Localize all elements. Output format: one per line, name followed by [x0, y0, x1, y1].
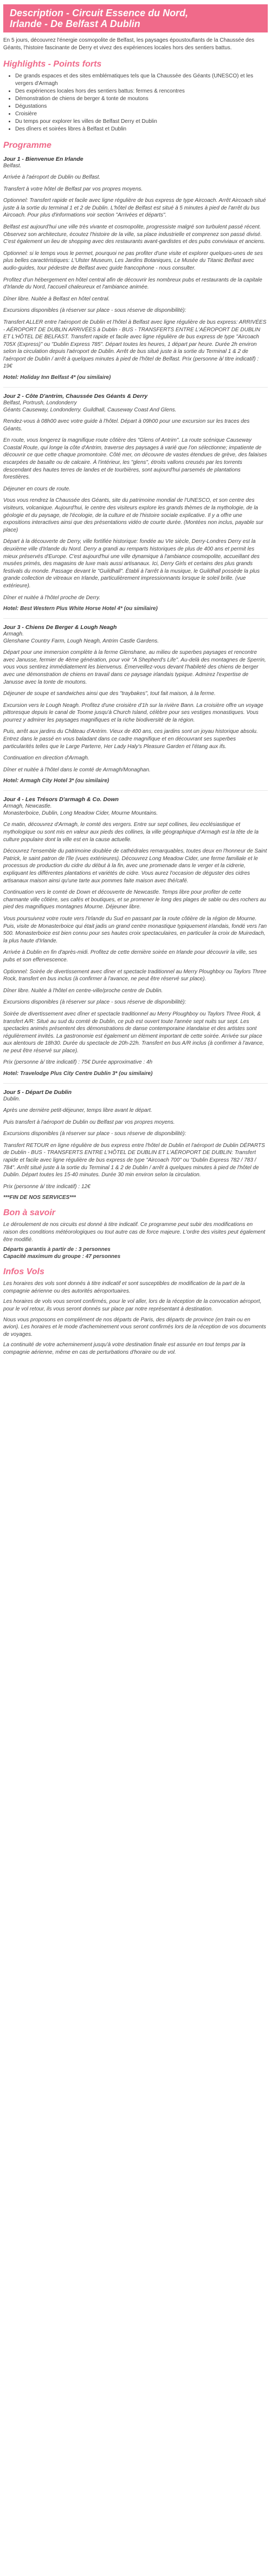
day-paragraph: Transfert ALLER entre l'aéroport de Dublin et l'hôtel à Belfast avec ligne régulière de bus express: ARRIVÉES - AÉROPORT DE DUBLIN ARRIVÉES à Dublin - BUS - TRANSFERTS ENTRE L'AÉROPORT DE DUBLIN ET L'HÔTEL DE BELFAST. Transfert rapide et facile avec ligne régulière de bus express de type "Aircoach 705X (Express)" ou "Dublin Express 785". Départ toutes les heures, 1 départ par heure. Durée 2h environ selon la circulation depuis l'aéroport de Dublin. Arrêt de bus situé juste à la sortie du Terminal 1 & 2 de l'aéroport de Dublin / arrêt à quelques minutes à pied de l'hôtel de Belfast. Prix (personne à/ titre indicatif) : 19€: [3, 319, 267, 370]
day-paragraph: Excursion vers le Lough Neagh. Profitez d'une croisière d'1h sur la rivière Bann. La croisière offre un voyage pittoresque depuis le canal de Toome jusqu'à Church Island, célèbre pour ses vestiges monastiques. Vous pourrez y admirer les paysages magnifiques et la riche biodiversité de la région.: [3, 702, 263, 723]
day-paragraph: Dîner libre. Nuitée à Belfast en hôtel central.: [3, 296, 110, 302]
list-item: • De grands espaces et des sites emblématiques tels que la Chaussée des Géants (UNESCO) et les vergers d'Armagh: [15, 73, 268, 88]
day-location: Dublin.: [3, 1096, 21, 1103]
highlights-list: [3, 73, 268, 133]
day-paragraph: Arrivée à Dublin en fin d'après-midi. Profitez de cette dernière soirée en Irlande pour découvrir la ville, ses pubs et son effervescence.: [3, 949, 257, 963]
hotel-line: Hotel: Holiday Inn Belfast 4* (ou similaire): [3, 375, 111, 381]
end-of-services: ***FIN DE NOS SERVICES***: [3, 1195, 76, 1201]
divider: [3, 1083, 268, 1084]
day-paragraph: Profitez d'un hébergement en hôtel central afin de découvrir les nombreux pubs et restaurants de la capitale d'Irlande du Nord, l'accueil chaleureux et l'ambiance animée.: [3, 277, 262, 291]
hotel-line: Hotel: Armagh City Hotel 3* (ou similaire): [3, 778, 109, 784]
divider: [3, 618, 268, 619]
list-item: • Croisière: [15, 110, 268, 118]
day-paragraph: Optionnel: si le temps vous le permet, pourquoi ne pas profiter d'une visite et explorer quelques-unes de ses plus belles caractéristiques: L'Ulster Museum, Les Jardins Botaniques, Le Musée du Titanic Belfast avec audio-guides, tour pédestre de Belfast avec guide francophone - nous consulter.: [3, 250, 263, 271]
day-paragraph: Vous vous rendrez la Chaussée des Géants, site du patrimoine mondial de l'UNESCO, et son centre des visiteurs, volcanique. Aujourd'hui, le centre des visiteurs explore les grands thèmes de la mythologie, de la géologie et du paysage, de l'écologie, de la culture et de l'histoire sociale explicative. Il y a offre une expositions interactives ainsi que des présentations vidéo de courte durée. (Montées non inclus, payable sur place): [3, 497, 263, 533]
day-paragraph: Déjeuner de soupe et sandwiches ainsi que des "traybakes", tout fait maison, à la ferme.: [3, 691, 216, 697]
day-paragraph: Ce matin, découvrez d'Armagh, le comté des vergers. Entre sur sept collines, lieu ecclésiastique et mythologique ou sont mis en valeur aux pieds des collines, la ville géographique d'Armagh est la tête de la culture populaire dont la ville est en la cause actuelle.: [3, 822, 259, 843]
page-title-line-2: Irlande - De Belfast A Dublin: [10, 18, 140, 29]
divider: [3, 790, 268, 791]
day-paragraph: Dîner et nuitée à l'hôtel dans le comté de Armagh/Monaghan.: [3, 766, 151, 773]
list-item: • Du temps pour explorer les villes de Belfast Derry et Dublin: [15, 118, 268, 126]
day-paragraph: Belfast est aujourd'hui une ville très vivante et cosmopolite, progressiste malgré son turbulent passé récent. Observez son architecture, écoutez l'histoire de la ville, sa place industrielle et comprenez son passé divisé. C'est également un lieu de shopping avec des restaurants avant-gardistes et des pubs conviviaux et anciens.: [3, 224, 266, 245]
day-paragraph: Transfert RETOUR en ligne régulière de bus express entre l'hôtel de Dublin et l'aéroport de Dublin DÉPARTS de Dublin - BUS - TRANSFERTS ENTRE L'HÔTEL DE DUBLIN ET L'AÉROPORT DE DUBLIN: Transfert rapide et facile avec ligne régulière de bus express de type "Aircoach 700" ou "Dublin Express 782 / 783 / 784". Arrêt situé juste à la sortie du Terminal 1 & 2 de Dublin / arrêt à quelques minutes à pied de l'hôtel de Dublin. Départ toutes les 15-40 minutes. Durée 30 min environ selon la circulation.: [3, 1142, 265, 1178]
day-paragraph: Vous poursuivrez votre route vers l'Irlande du Sud en passant par la route côtière de la région de Mourne. Puis, visite de Monasterboice qui était jadis un grand centre monastique typiquement irlandais, fondé vers l'an 500. Monasterboice est bien connu pour ses hautes croix spectaculaires, en particulier la croix de Muiredach, la plus haute d'Irlande.: [3, 915, 267, 944]
page-title-line-1: Description - Circuit Essence du Nord,: [10, 8, 189, 18]
day-paragraph: Puis transfert à l'aéroport de Dublin ou Belfast par vos propres moyens.: [3, 1119, 175, 1125]
day-paragraph: Après une dernière petit-déjeuner, temps libre avant le départ.: [3, 1107, 152, 1114]
day-paragraph: Continuation vers le comté de Down et découverte de Newcastle. Temps libre pour profiter de cette charmante ville côtière, ses cafés et boutiques, et se promener le long des plages de sable ou des rochers au pied des magnifiques montagnes Mourne. Déjeuner libre.: [3, 889, 266, 910]
day-location: Belfast.: [3, 163, 22, 169]
day-title: Jour 3 - Chiens De Berger & Lough Neagh: [3, 624, 117, 631]
day-paragraph: Départ pour une immersion complète à la ferme Glenshane, au milieu de superbes paysages et rencontre avec Janusse, fermier de 4ème génération, pour voir "A Shepherd's Life". Au-delà des montagnes de Sperrin, vous vous sentirez immédiatement les bienvenus. Émerveillez-vous devant l'habileté des chiens de berger avec une démonstration de chiens en travail dans ce paysage irlandais typique. Admirez l'expertise de Janusse avec la tonte de moutons.: [3, 650, 266, 685]
hotel-line: Hotel: Best Western Plus White Horse Hotel 4* (ou similaire): [3, 606, 158, 612]
infos-vols-text: Les horaires de vols vous seront confirmés, pour le vol aller, lors de la réception de la convocation aéroport, pour le vol retour, ils vous seront donnés sur place par notre représentant à destination.: [3, 1299, 262, 1312]
day-paragraph: Optionnel: Soirée de divertissement avec dîner et spectacle traditionnel au Merry Ploughboy ou Taylors Three Rock, transfert en bus inclus (à confirmer à l'avance, ne peut être réservé sur place).: [3, 968, 267, 982]
list-item: • Des expériences locales hors des sentiers battus: fermes & rencontres: [15, 88, 268, 95]
programme-days: [3, 156, 268, 1190]
infos-vols-text: La continuité de votre acheminement jusqu'à votre destination finale est assurée en tout temps par la compagnie aérienne, même en cas de perturbations d'horaire ou de vol.: [3, 1342, 246, 1355]
list-item: • Démonstration de chiens de berger & tonte de moutons: [15, 95, 268, 103]
day-title: Jour 2 - Côte D'antrim, Chaussée Des Géants & Derry: [3, 393, 148, 400]
day-paragraph: Arrivée à l'aéroport de Dublin ou Belfast.: [3, 174, 101, 180]
divider: [3, 387, 268, 388]
hotel-line: Hotel: Travelodge Plus City Centre Dublin 3* (ou similaire): [3, 1071, 153, 1077]
day-paragraph: Prix (personne à/ titre indicatif) : 12€: [3, 1183, 91, 1190]
highlights-heading: Highlights - Points forts: [3, 60, 102, 69]
day-paragraph: Excursions disponibles (à réserver sur place - sous réserve de disponibilité):: [3, 307, 186, 314]
day-location: Armagh, Newcastle. Monasterboice, Dublin, Long Meadow Cider, Mourne Mountains.: [3, 803, 158, 817]
day-paragraph: Départ à la découverte de Derry, ville fortifiée historique: fondée au VIe siècle, Derry-Londres Derry est la deuxième ville d'Irlande du Nord. Derry a grandi au remparts historiques de plus de 400 ans et permit les mieux préservés d'Europe. C'est aujourd'hui une ville dynamique à l'ambiance cosmopolite, accueillant des musées primés, des magasins de luxe mais aussi artisanaux. Ici, Derry Girls et certains des plus grands festivals du monde. Passage devant le "Guildhall". Établi à l'arrêt à la musique, le Guildhall possède la plus grande collection de vitreaux en Irlande, particulièrement impressionnants lorsque le soleil brille. (vue extérieure).: [3, 539, 260, 589]
infos-vols-text: Nous vous proposons en complément de nos départs de Paris, des départs de province (en train ou en avion). Les horaires et le mode d'acheminement vous seront confirmés lors de la réception de vos documents de voyages.: [3, 1316, 266, 1338]
bon-a-savoir-text: Le déroulement de nos circuits est donné à titre indicatif. Ce programme peut subir des modifications en raison des conditions météorologiques ou tout autre cas de force majeure. L'ordre des visites peut également être modifié.: [3, 1222, 266, 1243]
day-paragraph: Déjeuner en cours de route.: [3, 486, 70, 492]
day-paragraph: Transfert à votre hôtel de Belfast par vos propres moyens.: [3, 186, 143, 192]
day-paragraph: En route, vous longerez la magnifique route côtière des "Glens of Antrim". La route scénique Causeway Coastal Route, qui longe la côte d'Antrim, traverse des paysages à varié que l'on sélectionne; impatiente de découvrir ce que cette chaque promontoire. Côté mer, on découvre de vastes étendues de grève, des falaises escarpées de basalte ou de calcaire. À l'intérieur, les "glens", étroits vallons creusés par les torrents descendant des hautes terres de landes et de tourbières, sont aujourd'hui parsemés de plantations forestières.: [3, 437, 267, 481]
day-paragraph: Prix (personne à/ titre indicatif) : 75€ Durée approximative : 4h: [3, 1059, 153, 1066]
day-title: Jour 5 - Départ De Dublin: [3, 1089, 72, 1096]
day-paragraph: Rendez-vous à 08h00 avec votre guide à l'hôtel. Départ à 09h00 pour une excursion sur les traces des Géants.: [3, 418, 250, 432]
day-paragraph: Puis, arrêt aux jardins du Château d'Antrim. Vieux de 400 ans, ces jardins sont un joyau historique absolu. Entrez dans le passé en vous baladant dans ce cadre magnifique et en découvrant ses superbes particularités telles que le Large Parterre, Her Lady Haly's Pleasure Garden et l'étang aux ifs.: [3, 729, 258, 750]
infos-vols-text: Les horaires des vols sont donnés à titre indicatif et sont susceptibles de modification de la part de la compagnie aérienne ou des autorités aéroportuaires.: [3, 1281, 245, 1294]
capacite-max: Capacité maximum du groupe : 47 personnes: [3, 1254, 121, 1260]
day-paragraph: Découvrez l'ensemble du patrimoine doublée de cathédrales remarquables, toutes deux en l'honneur de Saint Patrick, le saint patron de l'île (vues extérieures). Découvrez Long Meadow Cider, une ferme familiale et le processus de production du cidre du début à la fin, avec une promenade dans le verger et la cidrerie, expliquant les différentes plantations et variétés de cidre. Vous aurez l'occasion de déguster des cidres artisanaux maison ainsi qu'une tarte aux pommes faite maison avec thé/café.: [3, 848, 267, 884]
day-title: Jour 1 - Bienvenue En Irlande: [3, 156, 83, 162]
list-item: • Des dîners et soirées libres à Belfast et Dublin: [15, 126, 268, 133]
programme-heading: Programme: [3, 141, 51, 150]
page-title: [3, 4, 268, 32]
day-location: Belfast, Portrush, Londonderry Géants Causeway, Londonderry. Guildhall, Causeway Coast And Glens.: [3, 400, 177, 414]
day-paragraph: Excursions disponibles (à réserver sur place - sous réserve de disponibilité):: [3, 999, 186, 1006]
departs-garantis: Départs garantis à partir de : 3 personnes: [3, 1247, 111, 1253]
day-title: Jour 4 - Les Trésors D'armagh & Co. Down: [3, 796, 119, 803]
list-item: • Dégustations: [15, 103, 268, 110]
day-paragraph: Dîner et nuitée à l'hôtel proche de Derry.: [3, 594, 101, 601]
intro-text: En 5 jours, découvrez l'énergie cosmopolite de Belfast, les paysages époustouflants de la Chaussée des Géants, l'histoire fascinante de Derry et vivez des expériences locales hors des sentiers battus.: [3, 37, 255, 51]
day-paragraph: Excursions disponibles (à réserver sur place - sous réserve de disponibilité):: [3, 1131, 186, 1137]
day-paragraph: Soirée de divertissement avec dîner et spectacle traditionnel au Merry Ploughboy ou Taylors Three Rock, & transfert A/R: Situé au sud du comté de Dublin, ce pub est ouvert toute l'année sept nuits sur sept. Les spectacles animés présentent des démonstrations de danse contemporaine irlandaise et des artistes sont régulièrement invités. La gastronomie est également un élément important de cette soirée. Arrivée sur place aux alentours de 18h30. Durée du spectacle de 20h-22h. Transfert en bus A/R inclus (à confirmer à l'avance, ne peut être réservé sur place).: [3, 1011, 264, 1054]
day-paragraph: Continuation en direction d'Armagh.: [3, 755, 89, 762]
day-paragraph: Dîner libre. Nuitée à l'hôtel en centre-ville/proche centre de Dublin.: [3, 987, 163, 994]
infos-vols-heading: Infos Vols: [3, 1267, 44, 1277]
day-location: Armagh. Glenshane Country Farm, Lough Neagh, Antrim Castle Gardens.: [3, 631, 159, 645]
day-paragraph: Optionnel: Transfert rapide et facile avec ligne régulière de bus express de type Aircoach. Arrêt Aircoach situé juste à la sortie du terminal 1 et 2 de Dublin. L'hôtel de Belfast est situé à 5 minutes à pied de l'arrêt du bus Aircoach. Pour plus d'informations voir section "Arrivées et départs".: [3, 198, 266, 219]
bon-a-savoir-heading: Bon à savoir: [3, 1208, 56, 1218]
